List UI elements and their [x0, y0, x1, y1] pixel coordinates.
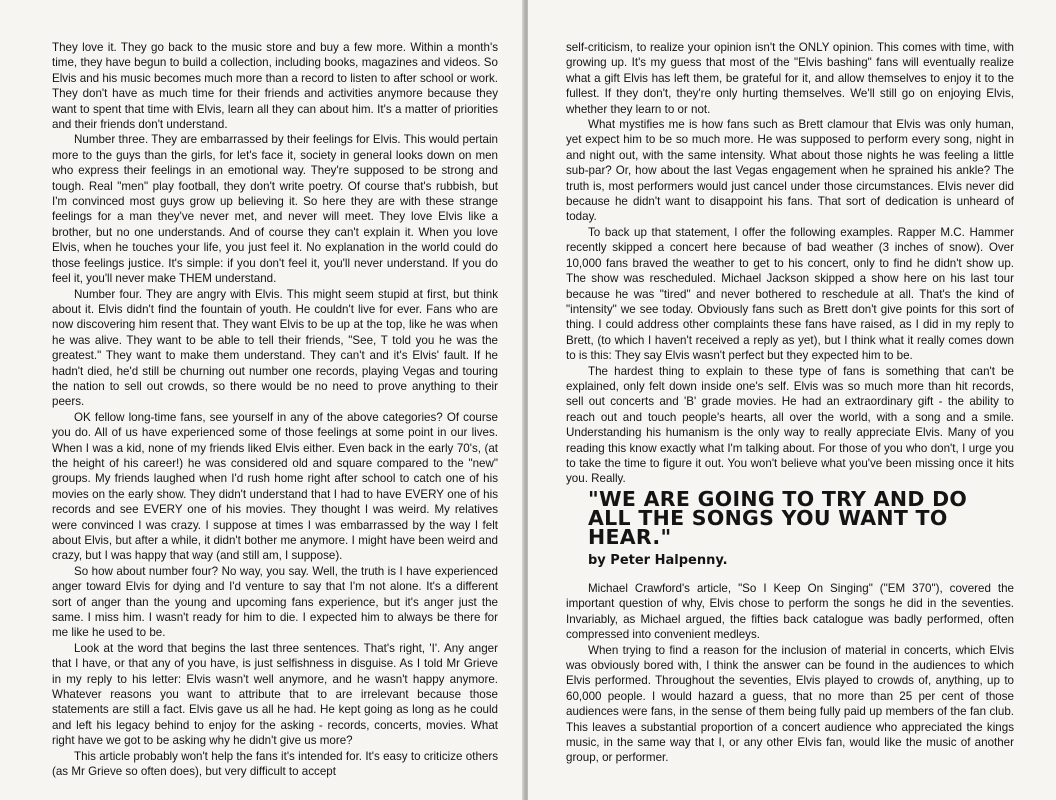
left-page-column	[52, 40, 498, 780]
left-page	[0, 0, 524, 800]
paragraph: So how about number four? No way, you say. Well, the truth is I have experienced anger toward Elvis for dying and I'd venture to say that I'm not alone. It's a different sort of anger than the young and upcoming fans experience, but it's anger just the same. I miss him. I wasn't ready for him to die. I expected him to always be there for me like he used to be.	[52, 564, 498, 640]
paragraph: They love it. They go back to the music store and buy a few more. Within a month's time, they have begun to build a collection, including books, magazines and videos. So Elvis and his music becomes much more than a record to listen to after school or work. They don't have as much time for their friends and activities anymore because they want to spent that time with Elvis, learn all they can about him. It's a matter of priorities and their friends don't understand.	[52, 41, 498, 132]
right-page-column	[566, 40, 1014, 487]
paragraph: OK fellow long-time fans, see yourself in any of the above categories? Of course you do. All of us have experienced some of those feelings at some point in our lives. When I was a kid, none of my friends liked Elvis either. Even back in the early 70's, (at the height of his career!) he was considered old and square compared to the "new" groups. My friends laughed when I'd rush home right after school to catch one of his movies on the early show. They didn't understand that I had to have EVERY one of his records and see EVERY one of his movies. They thought I was weird. My relatives were convinced I was crazy. I suppose at times I was embarrassed by the way I felt about Elvis, but after a while, it didn't bother me anymore. I might have been weird and crazy, but I was happy that way (and still am, I suppose).	[52, 410, 498, 563]
right-page	[528, 0, 1056, 800]
paragraph: To back up that statement, I offer the following examples. Rapper M.C. Hammer recently skipped a concert here because of bad weather (3 inches of snow). Over 10,000 fans braved the weather to get to his concert, only to find he didn't show up. The show was rescheduled. Michael Jackson skipped a show here on his last tour because he was "tired" and never bothered to reschedule at all. That's the kind of "intensity" we see today. Obviously fans such as Brett don't give points for this sort of thing. I could address other complaints these fans have raised, as I did in my reply to Brett, (to which I haven't received a reply as yet), but I think what it really comes down to is this: They say Elvis wasn't perfect but they expected him to be.	[566, 225, 1014, 363]
paragraph: What mystifies me is how fans such as Brett clamour that Elvis was only human, yet expect him to be so much more. He was supposed to perform every song, night in and night out, with the same intensity. What about those nights he was feeling a little sub-par? Or, how about the last Vegas engagement when he sprained his ankle? The truth is, most performers would just cancel under those circumstances. Elvis never did because he didn't want to disappoint his fans. That sort of dedication is unheard of today.	[566, 118, 1014, 224]
paragraph: When trying to find a reason for the inclusion of material in concerts, which Elvis was obviously bored with, I think the answer can be found in the audiences to which Elvis performed. Throughout the seventies, Elvis played to crowds of, anything, up to 60,000 people. I would hazard a guess, that no more than 25 per cent of those audiences were fans, in the sense of them being fully paid up members of the fan club. This leaves a substantial proportion of a concert audience who appreciated the kings music, in the same way that I, or any other Elvis fan, would like the music of another group, or performer.	[566, 643, 1014, 765]
paragraph: Michael Crawford's article, "So I Keep On Singing" ("EM 370"), covered the important question of why, Elvis chose to perform the songs he did in the seventies. Invariably, as Michael argued, the fifties back catalogue was badly performed, often compressed into convenient medleys.	[566, 582, 1014, 642]
paragraph: Number four. They are angry with Elvis. This might seem stupid at first, but think about it. Elvis didn't find the fountain of youth. He couldn't live for ever. Fans who are now discovering him resent that. They want Elvis to be up at the top, like he was when he was alive. They want to be able to tell their friends, "See, T told you he was the greatest." They want to make them understand. They can't and it's Elvis' fault. If he hadn't died, he'd still be churning out number one records, playing Vegas and touring the nation to sell out crowds, so there would be no need to prove anything to their peers.	[52, 287, 498, 409]
article-byline: by Peter Halpenny.	[588, 553, 728, 568]
paragraph: Look at the word that begins the last three sentences. That's right, 'I'. Any anger that I have, or that any of you have, is just selfishness in disguise. As I told Mr Grieve in my reply to his letter: Elvis wasn't well anymore, and he wasn't happy anymore. Whatever reasons you want to attribute that to are irrelevant because those statements are still a fact. Elvis gave us all he had. He kept going as long as he could and left his legacy behind to enjoy for the asking - records, concerts, movies. What right have we got to be asking why he didn't give us more?	[52, 641, 498, 748]
paragraph: Number three. They are embarrassed by their feelings for Elvis. This would pertain more to the guys than the girls, for let's face it, society in general looks down on men who express their feelings in an emotional way. They're supposed to be strong and tough. Real "men" play football, they don't write poetry. Of course that's rubbish, but I'm convinced most guys grow up believing it. So here they are with these strange feelings for a man they've never met, and never will meet. They love Elvis like a brother, but no one understands. And of course they can't explain it. When you love Elvis, when he touches your life, you just feel it. No explanation in the world could do those feelings justice. It's simple: if you don't feel it, you'll never understand. If you do feel it, you'll never make THEM understand.	[52, 133, 498, 286]
paragraph: This article probably won't help the fans it's intended for. It's easy to criticize others (as Mr Grieve so often does), but very difficult to accept	[52, 749, 498, 779]
article-headline: "WE ARE GOING TO TRY AND DO ALL THE SONGS YOU WANT TO HEAR."	[588, 487, 968, 549]
paragraph: The hardest thing to explain to these type of fans is something that can't be explained, only felt down inside one's self. Elvis was so much more than hit records, sell out concerts and 'B' grade movies. He had an extraordinary gift - the ability to reach out and touch people's hearts, all over the world, with a song and a smile. Understanding his humanism is the only way to really appreciate Elvis. Many of you reading this know exactly what I'm talking about. For those of you who don't, I urge you to take the time to figure it out. You won't believe what you've been missing once it hits you. Really.	[566, 364, 1014, 486]
paragraph: self-criticism, to realize your opinion isn't the ONLY opinion. This comes with time, with growing up. It's my guess that most of the "Elvis bashing" fans will eventually realize what a gift Elvis has left them, be grateful for it, and allow themselves to enjoy it to the fullest. If they don't, they're only hurting themselves. We'll still go on enjoying Elvis, whether they learn to or not.	[566, 41, 1014, 116]
article-body	[566, 581, 1014, 766]
